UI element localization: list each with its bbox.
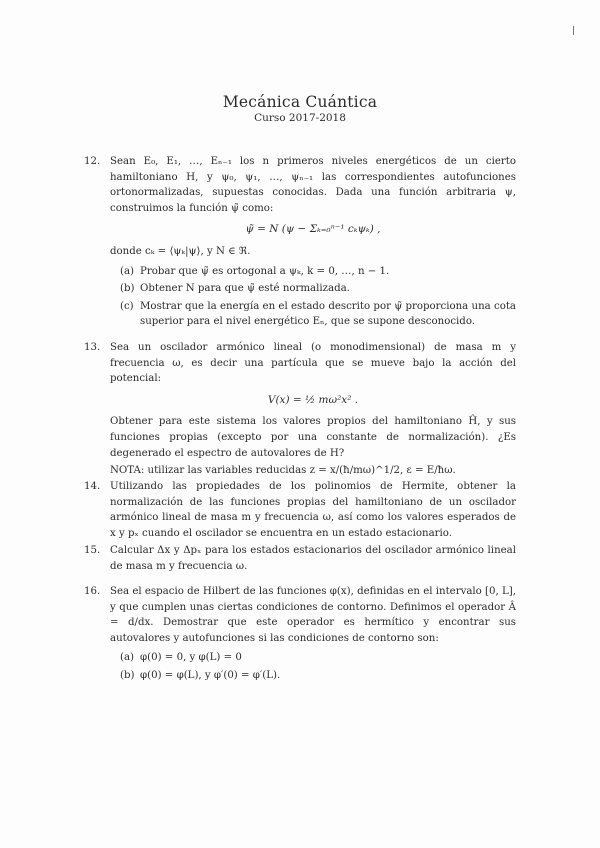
problem-number: 13.	[84, 342, 101, 353]
problem-text: Sean E₀, E₁, …, Eₙ₋₁ los n primeros niveles energéticos de un cierto hamiltoniano H, y ψ₀, ψ₁, …, ψₙ₋₁ las correspondientes autofunciones ortonormalizadas, supuestas conocidas. Dada una función arbitraria ψ, construimos la función ψ̃ como:	[110, 156, 516, 214]
sub-items	[120, 264, 516, 330]
problem-13	[86, 340, 516, 479]
problem-number: 16.	[84, 586, 101, 597]
problem-number: 12.	[84, 156, 101, 167]
problem-16	[86, 584, 516, 686]
problem-text-after: donde cₖ = ⟨ψₖ|ψ⟩, y N ∈ ℜ.	[110, 245, 251, 257]
problem-text: Sea el espacio de Hilbert de las funciones φ(x), definidas en el intervalo [0, L], y que cumplen unas ciertas condiciones de contorno. Definimos el operador Â = d/dx. Demostrar que este operador es hermítico y encontrar sus autovalores y autofunciones si las condiciones de contorno son:	[110, 586, 516, 644]
sub-item	[120, 668, 516, 684]
sub-item-text: Obtener N para que ψ̃ esté normalizada.	[140, 283, 350, 295]
sub-item-label: (b)	[120, 669, 135, 681]
problem-text: Sea un oscilador armónico lineal (o monodimensional) de masa m y frecuencia ω, es decir una partícula que se mueve bajo la acción del potencial:	[110, 342, 516, 385]
document-title: Mecánica Cuántica	[222, 93, 378, 111]
sub-item-label: (c)	[120, 300, 134, 312]
sub-item	[120, 650, 516, 666]
problem-note: NOTA: utilizar las variables reducidas z = x/(ħ/mω)^1/2, ε = E/ħω.	[110, 465, 456, 477]
problem-text: Utilizando las propiedades de los polinomios de Hermite, obtener la normalización de las funciones propias del hamiltoniano de un oscilador armónico lineal de masa m y frecuencia ω, así como los valores esperados de x y pₓ cuando el oscilador se encuentra en un estado estacionario.	[110, 481, 516, 539]
problem-12	[86, 154, 516, 332]
sub-item-label: (b)	[120, 283, 135, 295]
problem-text-after: Obtener para este sistema los valores propios del hamiltoniano Ĥ, y sus funciones propias (excepto por una constante de normalización). ¿Es degenerado el espectro de autovalores de H?	[110, 416, 516, 459]
sub-item-text: φ(0) = φ(L), y φ′(0) = φ′(L).	[140, 669, 281, 681]
sub-item	[120, 281, 516, 297]
sub-items	[120, 650, 516, 683]
sub-item	[120, 264, 516, 280]
course-year: Curso 2017-2018	[254, 112, 346, 124]
sub-item-text: Probar que ψ̃ es ortogonal a ψₖ, k = 0, …, n − 1.	[140, 265, 390, 277]
sub-item-label: (a)	[120, 652, 135, 664]
problem-equation: V(x) = ½ mω²x² .	[267, 393, 359, 406]
sub-item-text: Mostrar que la energía en el estado descrito por ψ̃ proporciona una cota superior para el nivel energético Eₙ, que se supone desconocido.	[140, 300, 516, 328]
problem-number: 15.	[84, 545, 101, 556]
sub-item-text: φ(0) = 0, y φ(L) = 0	[140, 652, 242, 664]
problem-number: 14.	[84, 481, 101, 492]
sub-item-label: (a)	[120, 265, 135, 277]
problem-equation: ψ̃ = N (ψ − Σₖ₌₀ⁿ⁻¹ cₖψₖ) ,	[245, 223, 381, 236]
corner-mark	[573, 26, 574, 35]
sub-item	[120, 299, 516, 330]
problem-text: Calcular Δx y Δpₓ para los estados estacionarios del oscilador armónico lineal de masa m y frecuencia ω.	[110, 545, 516, 572]
problem-15	[86, 543, 516, 574]
problem-14	[86, 479, 516, 541]
